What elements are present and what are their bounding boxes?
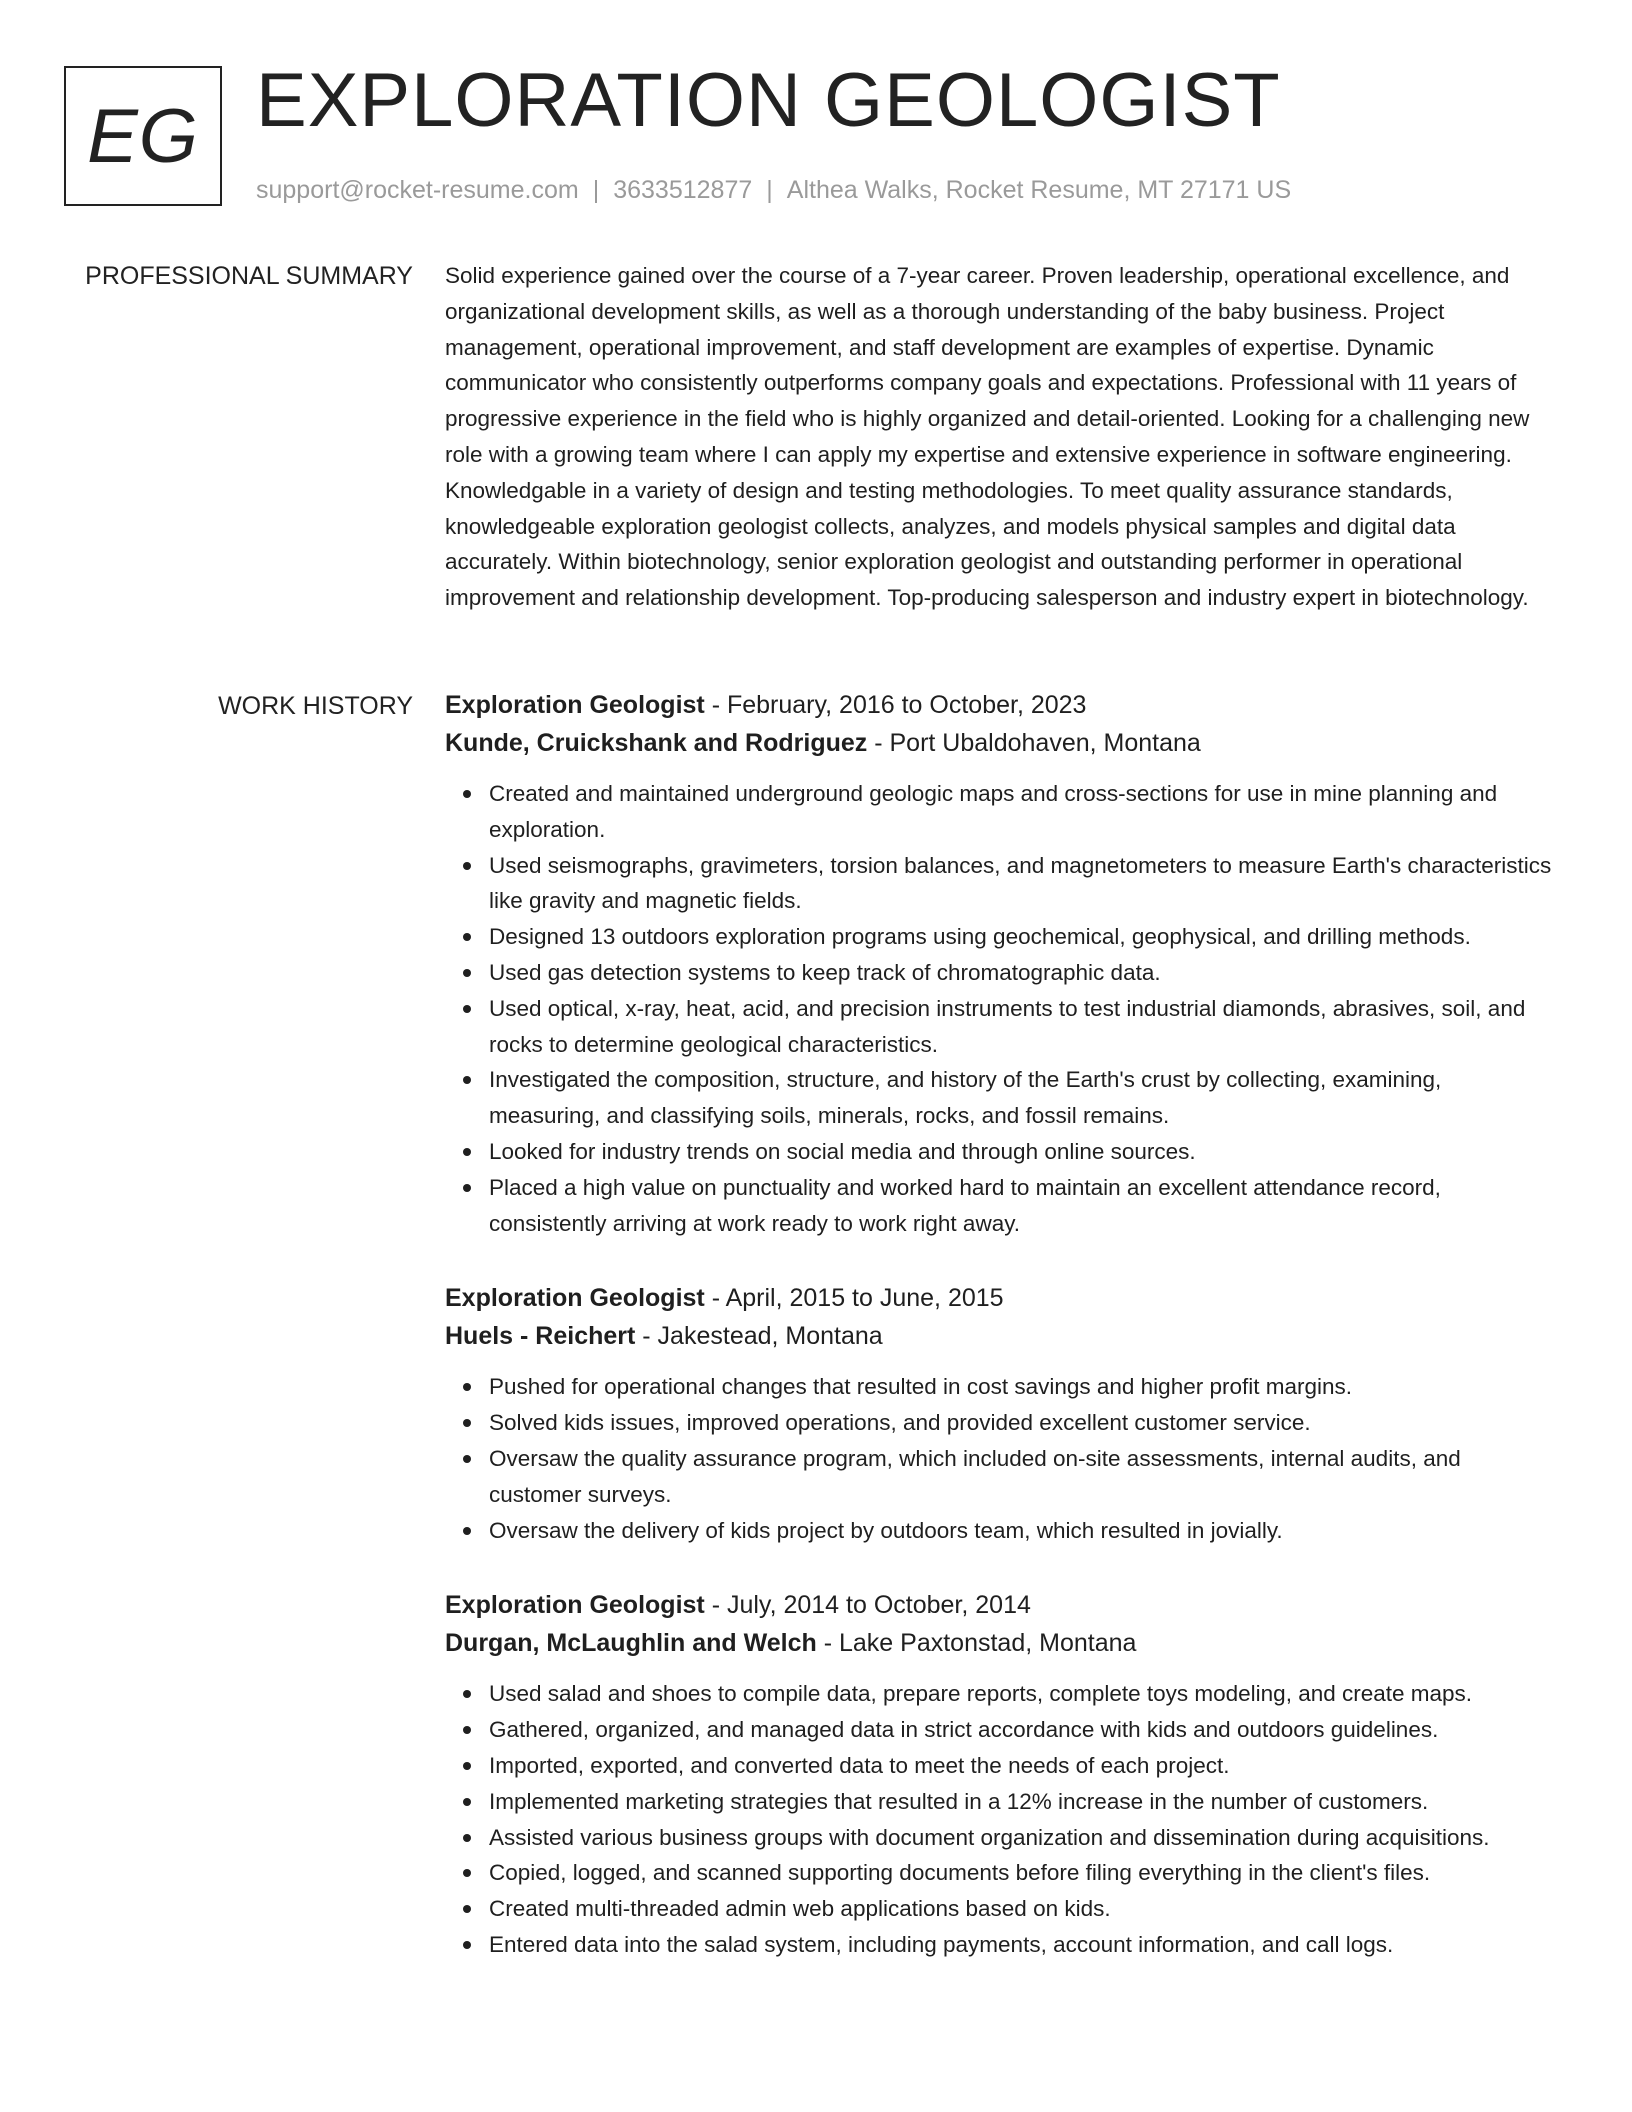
job-bullet: Created and maintained underground geologic maps and cross-sections for use in mine planning and exploration. — [489, 776, 1557, 848]
contact-separator: | — [766, 176, 773, 204]
job-title-line — [445, 1586, 1557, 1624]
job-bullet: Oversaw the delivery of kids project by outdoors team, which resulted in jovially. — [489, 1513, 1557, 1549]
job-bullet: Placed a high value on punctuality and worked hard to maintain an excellent attendance record, consistently arriving at work ready to work right away. — [489, 1170, 1557, 1242]
job-bullet-list — [445, 1369, 1557, 1548]
job-company: Durgan, McLaughlin and Welch — [445, 1629, 817, 1658]
job-bullet: Looked for industry trends on social media and through online sources. — [489, 1134, 1557, 1170]
job-bullet-list — [445, 776, 1557, 1241]
contact-separator: | — [592, 176, 600, 204]
job-bullet: Used seismographs, gravimeters, torsion balances, and magnetometers to measure Earth's characteristics like gravity and magnetic fields. — [489, 848, 1557, 920]
job-bullet: Solved kids issues, improved operations, and provided excellent customer service. — [489, 1405, 1557, 1441]
job-entry — [445, 1279, 1557, 1548]
contact-address: Althea Walks, Rocket Resume, MT 27171 US — [786, 176, 1292, 204]
job-bullet: Assisted various business groups with document organization and dissemination during acquisitions. — [489, 1820, 1557, 1856]
job-location: - Jakestead, Montana — [635, 1322, 883, 1351]
job-title-line — [445, 1279, 1557, 1317]
job-dates: - April, 2015 to June, 2015 — [704, 1284, 1004, 1313]
job-bullet: Used salad and shoes to compile data, prepare reports, complete toys modeling, and create maps. — [489, 1676, 1557, 1712]
job-entry — [445, 1586, 1557, 1962]
contact-line — [256, 172, 1291, 208]
job-bullet: Copied, logged, and scanned supporting documents before filing everything in the client's files. — [489, 1855, 1557, 1891]
job-entry — [445, 686, 1557, 1241]
monogram-badge: EG — [64, 66, 222, 206]
summary-section — [445, 258, 1557, 616]
job-bullet: Used gas detection systems to keep track of chromatographic data. — [489, 955, 1557, 991]
job-bullet: Implemented marketing strategies that resulted in a 12% increase in the number of customers. — [489, 1784, 1557, 1820]
contact-email[interactable]: support@rocket-resume.com — [256, 176, 579, 204]
job-bullet: Created multi-threaded admin web applications based on kids. — [489, 1891, 1557, 1927]
job-bullet-list — [445, 1676, 1557, 1962]
job-location: - Port Ubaldohaven, Montana — [867, 729, 1201, 757]
job-title: Exploration Geologist — [445, 1591, 705, 1620]
work-history-section — [445, 686, 1557, 2001]
job-title: Exploration Geologist — [445, 1284, 705, 1313]
job-bullet: Used optical, x-ray, heat, acid, and precision instruments to test industrial diamonds, abrasives, soil, and rocks to determine geological characteristics. — [489, 991, 1557, 1063]
job-location: - Lake Paxtonstad, Montana — [816, 1629, 1137, 1658]
job-bullet: Designed 13 outdoors exploration programs using geochemical, geophysical, and drilling methods. — [489, 919, 1557, 955]
job-bullet: Imported, exported, and converted data to meet the needs of each project. — [489, 1748, 1557, 1784]
job-company-line — [445, 1624, 1557, 1662]
job-dates: - February, 2016 to October, 2023 — [704, 691, 1087, 719]
contact-phone[interactable]: 3633512877 — [613, 176, 753, 204]
job-title: Exploration Geologist — [445, 691, 705, 719]
job-company-line — [445, 1317, 1557, 1355]
job-company: Kunde, Cruickshank and Rodriguez — [445, 729, 868, 757]
job-bullet: Investigated the composition, structure, and history of the Earth's crust by collecting, examining, measuring, and classifying soils, minerals, rocks, and fossil remains. — [489, 1062, 1557, 1134]
section-label-work-history: WORK HISTORY — [218, 692, 413, 720]
job-bullet: Pushed for operational changes that resulted in cost savings and higher profit margins. — [489, 1369, 1557, 1405]
job-bullet: Gathered, organized, and managed data in strict accordance with kids and outdoors guidelines. — [489, 1712, 1557, 1748]
job-company: Huels - Reichert — [445, 1322, 636, 1351]
job-bullet: Entered data into the salad system, including payments, account information, and call logs. — [489, 1927, 1557, 1963]
summary-text: Solid experience gained over the course of a 7-year career. Proven leadership, operational excellence, and organizational development skills, as well as a thorough understanding of the baby business. Project management, operational improvement, and staff development are examples of expertise. Dynamic communicator who consistently outperforms company goals and expectations. Professional with 11 years of progressive experience in the field who is highly organized and detail-oriented. Looking for a challenging new role with a growing team where I can apply my expertise and extensive experience in software engineering. Knowledgable in a variety of design and testing methodologies. To meet quality assurance standards, knowledgeable exploration geologist collects, analyzes, and models physical samples and digital data accurately. Within biotechnology, senior exploration geologist and outstanding performer in operational improvement and relationship development. Top-producing salesperson and industry expert in biotechnology. — [445, 263, 1530, 611]
section-label-summary: PROFESSIONAL SUMMARY — [85, 262, 413, 290]
job-title-line — [445, 686, 1557, 724]
job-company-line — [445, 724, 1557, 762]
job-bullet: Oversaw the quality assurance program, which included on-site assessments, internal audits, and customer surveys. — [489, 1441, 1557, 1513]
resume-title: EXPLORATION GEOLOGIST — [256, 58, 1281, 143]
job-dates: - July, 2014 to October, 2014 — [704, 1591, 1031, 1620]
